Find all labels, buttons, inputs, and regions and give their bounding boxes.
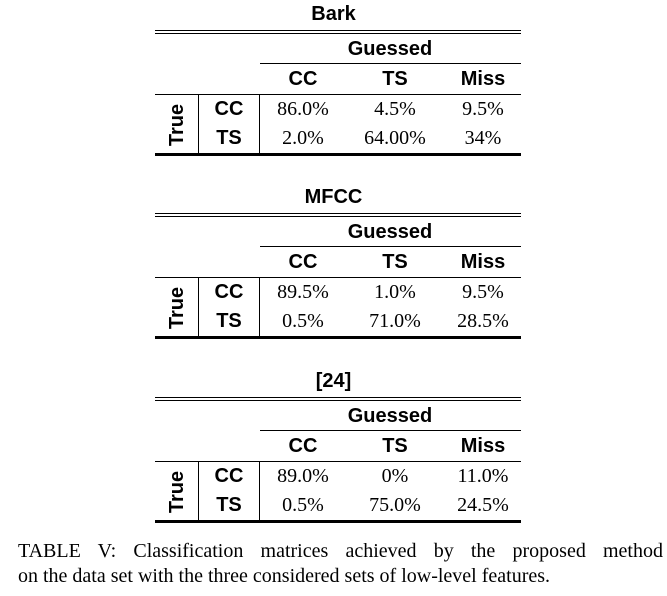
row-label: TS: [216, 127, 242, 149]
table-title: Bark: [311, 3, 356, 25]
column-header: TS: [382, 251, 408, 273]
table-cell: 89.0%: [277, 465, 329, 487]
true-label: True: [166, 470, 188, 514]
column-header: Miss: [460, 251, 506, 273]
mid-rule: [155, 277, 521, 278]
row-label: TS: [216, 494, 242, 516]
table-cell: 28.5%: [457, 310, 509, 332]
caption-line-2: on the data set with the three considered sets of low-level features.: [18, 565, 551, 587]
guessed-header: Guessed: [347, 405, 433, 427]
table-bark: [0, 0, 667, 160]
table-cell: 89.5%: [277, 281, 329, 303]
top-rule: [155, 213, 521, 214]
guessed-header: Guessed: [347, 221, 433, 243]
row-label: TS: [216, 310, 242, 332]
column-header: CC: [288, 251, 318, 273]
table-title: MFCC: [304, 186, 363, 208]
table-cell: 9.5%: [462, 98, 504, 120]
bottom-rule: [155, 153, 521, 156]
table-cell: 11.0%: [457, 465, 509, 487]
true-label: True: [166, 286, 188, 330]
table-cell: 2.0%: [282, 127, 324, 149]
top-rule: [155, 216, 521, 217]
column-header: TS: [382, 68, 408, 90]
table-cell: 86.0%: [277, 98, 329, 120]
column-header: CC: [288, 435, 318, 457]
guessed-header: Guessed: [347, 38, 433, 60]
row-label: CC: [214, 98, 244, 120]
column-header: TS: [382, 435, 408, 457]
top-rule: [155, 33, 521, 34]
guessed-underline: [260, 430, 521, 431]
table-cell: 0.5%: [282, 310, 324, 332]
column-header: Miss: [460, 68, 506, 90]
column-header: Miss: [460, 435, 506, 457]
table-cell: 71.0%: [369, 310, 421, 332]
mid-rule: [155, 461, 521, 462]
table-cell: 64.00%: [364, 127, 426, 149]
table-cell: 1.0%: [374, 281, 416, 303]
top-rule: [155, 400, 521, 401]
caption-line-1: TABLE V: Classification matrices achieved by the proposed method: [18, 540, 663, 562]
table-cell: 34%: [464, 127, 502, 149]
top-rule: [155, 397, 521, 398]
table-cell: 75.0%: [369, 494, 421, 516]
mid-rule: [155, 94, 521, 95]
guessed-underline: [260, 246, 521, 247]
table-cell: 9.5%: [462, 281, 504, 303]
table-caption: [18, 539, 663, 589]
table-ref-24: [0, 367, 667, 527]
table-title: [24]: [315, 370, 352, 392]
bottom-rule: [155, 336, 521, 339]
true-label: True: [166, 103, 188, 147]
column-header: CC: [288, 68, 318, 90]
top-rule: [155, 30, 521, 31]
table-cell: 4.5%: [374, 98, 416, 120]
table-cell: 0.5%: [282, 494, 324, 516]
table-mfcc: [0, 183, 667, 343]
table-cell: 24.5%: [457, 494, 509, 516]
table-cell: 0%: [381, 465, 409, 487]
guessed-underline: [260, 63, 521, 64]
row-label: CC: [214, 281, 244, 303]
bottom-rule: [155, 520, 521, 523]
row-label: CC: [214, 465, 244, 487]
